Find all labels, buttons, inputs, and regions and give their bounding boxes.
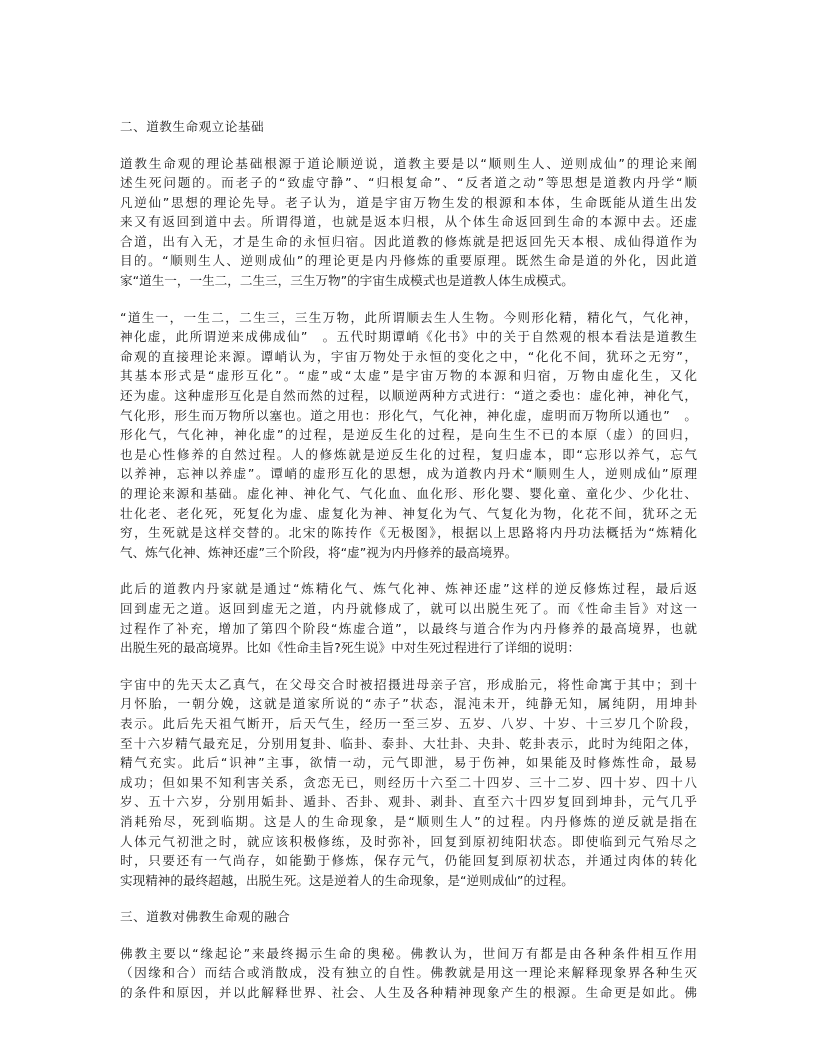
text-line: 凡逆仙”思想的理论先导。老子认为，道是宇宙万物生发的根源和本体，生命既能从道生出发 <box>120 194 697 210</box>
text-line: 气化形，形生而万物所以塞也。道之用也：形化气，气化神，神化虚，虚明而万物所以通也” 。 <box>120 407 697 423</box>
text-line: 合道，出有入无，才是生命的永恒归宿。因此道教的修炼就是把返回先天本根、成仙得道作为 <box>120 233 697 249</box>
text-line: 人体元气初泄之时，就应该积极修练，及时弥补，回复到原初纯阳状态。即使临到元气殆尽之 <box>120 833 697 849</box>
text-line: 也是心性修养的自然过程。人的修炼就是逆反生化的过程，复归虚本，即“忘形以养气，忘气 <box>120 446 697 462</box>
text-line: 目的。“顺则生人、逆则成仙”的理论更是内丹修炼的重要原理。既然生命是道的外化，因此道 <box>120 253 697 269</box>
text-line: 的理论来源和基础。虚化神、神化气、气化血、血化形、形化婴、婴化童、童化少、少化壮、 <box>120 486 697 501</box>
document-page <box>120 117 697 1003</box>
text-line: 时，只要还有一气尚存，如能勤于修炼，保存元气，仍能回复到原初状态，并通过肉体的转化 <box>120 853 697 869</box>
spacer <box>120 291 697 308</box>
text-line: 形化气，气化神，神化虚”的过程，是逆反生化的过程，是向生生不已的本原（虚）的回归， <box>120 427 697 443</box>
text-line: 实现精神的最终超越，出脱生死。这是逆着人的生命现象，是“逆则成仙”的过程。 <box>120 872 574 888</box>
text-line: 精气充实。此后“识神”主事，欲情一动，元气即泄，易于伤神，如果能及时修炼性命，最易 <box>120 755 697 771</box>
section-heading-3: 三、道教对佛教生命观的融合 <box>120 909 291 925</box>
text-line: 消耗殆尽，死到临期。这是人的生命现象，是“顺则生人”的过程。内丹修炼的逆反就是指在 <box>120 813 697 829</box>
text-line: 命观的直接理论来源。谭峭认为，宇宙万物处于永恒的变化之中，“化化不间，犹环之无穷”， <box>120 348 697 364</box>
text-line: 家“道生一，一生二，二生三，三生万物”的宇宙生成模式也是道教人体生成模式。 <box>120 273 574 289</box>
text-line: 宇宙中的先天太乙真气，在父母交合时被招摄进母亲子宫，形成胎元，将性命寓于其中；到十 <box>120 676 697 692</box>
text-line: 过程作了补充，增加了第四个阶段“炼虚合道”，以最终与道合作为内丹修养的最高境界，也就 <box>120 620 697 636</box>
text-line: 还为虚。这种虚形互化是自然而然的过程，以顺逆两种方式进行：“道之委也：虚化神，神化气， <box>120 388 697 404</box>
text-line: 此后的道教内丹家就是通过“炼精化气、炼气化神、炼神还虚”这样的逆反修炼过程，最后返 <box>120 581 697 597</box>
text-line: 回到虚无之道。返回到虚无之道，内丹就修成了，就可以出脱生死了。而《性命圭旨》对这一 <box>120 600 697 616</box>
text-line: 月怀胎，一朝分娩，这就是道家所说的“赤子”状态，混沌未开，纯静无知，属纯阴，用坤卦 <box>120 696 697 712</box>
text-line: 神化虚，此所谓逆来成佛成仙” 。五代时期谭峭《化书》中的关于自然观的根本看法是道教生 <box>120 329 697 345</box>
section-heading-2: 二、道教生命观立论基础 <box>120 119 265 134</box>
text-line: 来又有返回到道中去。所谓得道，也就是返本归根，从个体生命返回到生命的本源中去。还虚 <box>120 214 697 230</box>
text-line: 至十六岁精气最充足，分别用复卦、临卦、泰卦、大壮卦、夬卦、乾卦表示，此时为纯阳之体， <box>120 735 697 751</box>
text-line: 道教生命观的理论基础根源于道论顺逆说，道教主要是以“顺则生人、逆则成仙”的理论来阐 <box>120 155 697 171</box>
paragraph-5 <box>120 944 697 1003</box>
paragraph-2 <box>120 308 697 563</box>
spacer <box>120 927 697 944</box>
spacer <box>120 890 697 907</box>
text-line: （因缘和合）而结合或消散成，没有独立的自性。佛教就是用这一理论来解释现象界各种生灭 <box>120 965 697 981</box>
text-line: 岁、五十六岁，分别用姤卦、遁卦、否卦、观卦、剥卦、直至六十四岁复回到坤卦，元气几乎 <box>120 794 697 810</box>
text-line: 气、炼气化神、炼神还虚”三个阶段，将“虚”视为内丹修养的最高境界。 <box>120 544 518 560</box>
text-line: 表示。此后先天祖气断开，后天气生，经历一至三岁、五岁、八岁、十岁、十三岁几个阶段， <box>120 715 697 731</box>
text-line: 的条件和原因，并以此解释世界、社会、人生及各种精神现象产生的根源。生命更是如此。佛 <box>120 984 697 1000</box>
spacer <box>120 137 697 154</box>
text-line: 壮化老、老化死，死复化为虚、虚复化为神、神复化为气、气复化为物，化花不间，犹环之无 <box>120 505 697 521</box>
text-line: 其基本形式是“虚形互化”。“虚”或“太虚”是宇宙万物的本源和归宿，万物由虚化生，又化 <box>120 368 697 384</box>
text-line: 佛教主要以“缘起论”来最终揭示生命的奥秘。佛教认为，世间万有都是由各种条件相互作用 <box>120 945 697 961</box>
paragraph-1 <box>120 154 697 291</box>
text-line: 穷，生死就是这样交替的。北宋的陈抟作《无极图》，根据以上思路将内丹功法概括为“炼精化 <box>120 525 697 541</box>
text-line: “道生一，一生二，二生三，三生万物，此所谓顺去生人生物。今则形化精，精化气，气化神， <box>120 309 697 325</box>
text-line: 出脱生死的最高境界。比如《性命圭旨?死生说》中对生死过程进行了详细的说明： <box>120 640 581 656</box>
paragraph-4-quote <box>120 675 697 891</box>
spacer <box>120 562 697 579</box>
text-line: 述生死问题的。而老子的“致虚守静”、“归根复命”、“反者道之动”等思想是道教内丹学“顺 <box>120 175 697 191</box>
spacer <box>120 658 697 675</box>
paragraph-3 <box>120 579 697 657</box>
text-line: 以养神，忘神以养虚”。谭峭的虚形互化的思想，成为道教内丹术“顺则生人，逆则成仙”原理 <box>120 466 697 482</box>
text-line: 成功；但如果不知利害关系，贪恋无已，则经历十六至二十四岁、三十二岁、四十岁、四十八 <box>120 774 697 790</box>
